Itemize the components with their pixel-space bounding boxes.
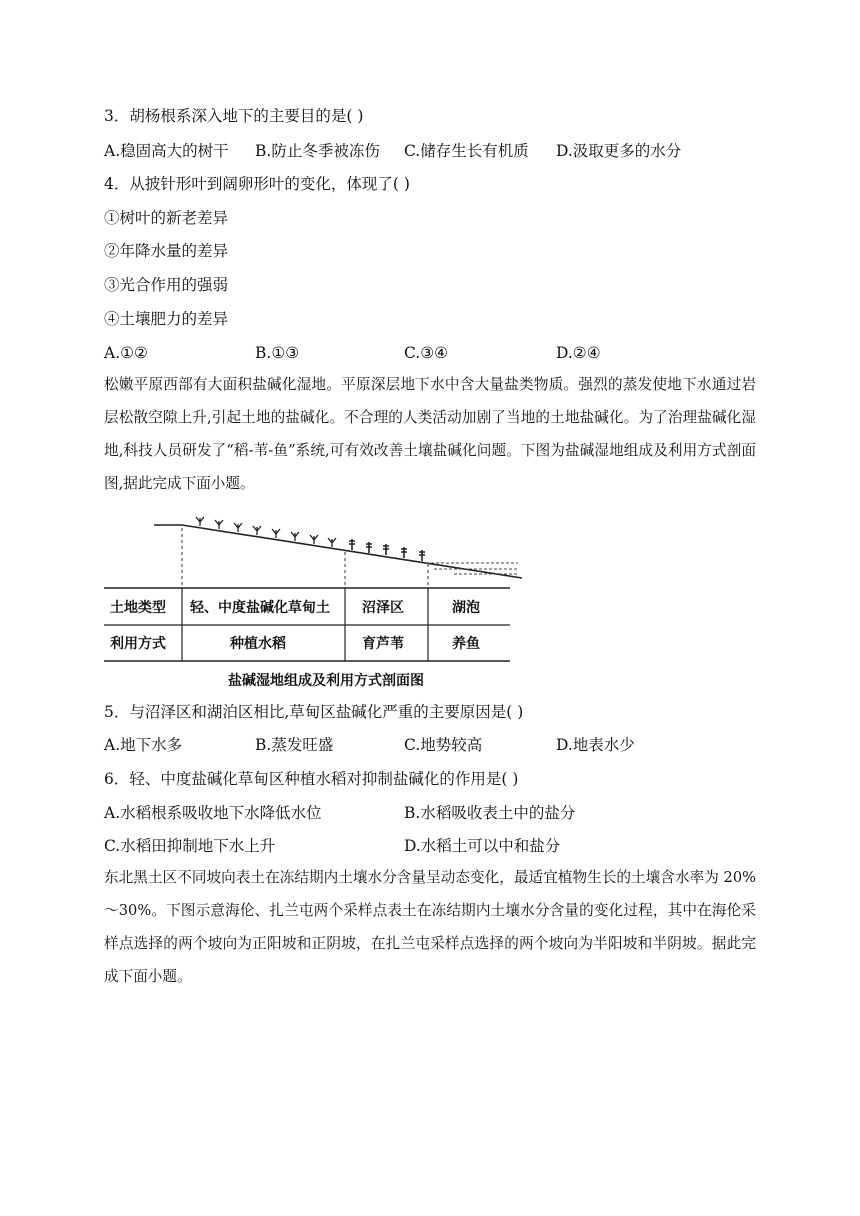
q3-option-a: A.稳固高大的树干	[104, 142, 229, 160]
q5-option-b: B.蒸发旺盛	[255, 736, 334, 754]
q3-option-b: B.防止冬季被冻伤	[255, 142, 380, 160]
land-type-marsh: 沼泽区	[362, 600, 404, 616]
q6-option-b: B.水稻吸收表土中的盐分	[404, 804, 576, 822]
q6-option-d: D.水稻土可以中和盐分	[404, 837, 561, 855]
q5-option-d: D.地表水少	[556, 736, 635, 754]
q3-option-c: C.储存生长有机质	[404, 142, 529, 160]
use-rice: 种植水稻	[230, 636, 286, 652]
q4-item-4: ④土壤肥力的差异	[104, 310, 229, 328]
land-type-meadow: 轻、中度盐碱化草甸土	[190, 600, 330, 616]
q4-item-2: ②年降水量的差异	[104, 242, 229, 260]
rice-plant-icons	[196, 517, 336, 547]
passage-black-soil: 东北黑土区不同坡向表土在冻结期内土壤水分含量呈动态变化，最适宜植物生长的土壤含水率为 20%～30%。下图示意海伦、扎兰屯两个采样点表土在冻结期内土壤水分含量的变化过程，其中在海伦采样点选择的两个坡向为正阳坡和正阴坡，在扎兰屯采样点选择的两个坡向为半阳坡和半阴坡。据此完成下面小题。	[104, 869, 756, 985]
use-reed: 育芦苇	[362, 636, 404, 652]
q5-stem: 5．与沼泽区和湖泊区相比,草甸区盐碱化严重的主要原因是( )	[104, 703, 524, 721]
land-type-lake: 湖泡	[452, 600, 480, 616]
wetland-profile-figure	[104, 512, 524, 690]
q3-option-d: D.汲取更多的水分	[556, 142, 682, 160]
q6-option-a: A.水稻根系吸收地下水降低水位	[104, 804, 322, 822]
use-fish: 养鱼	[452, 636, 480, 652]
q6-option-c: C.水稻田抑制地下水上升	[104, 837, 276, 855]
q4-item-3: ③光合作用的强弱	[104, 276, 229, 294]
q4-item-1: ①树叶的新老差异	[104, 209, 229, 227]
ground-surface-line	[154, 525, 522, 578]
q4-stem: 4．从披针形叶到阔卵形叶的变化，体现了( )	[104, 175, 410, 193]
q3-stem: 3．胡杨根系深入地下的主要目的是( )	[104, 107, 364, 125]
passage-saline-wetland: 松嫩平原西部有大面积盐碱化湿地。平原深层地下水中含大量盐类物质。强烈的蒸发使地下水通过岩层松散空隙上升,引起土地的盐碱化。不合理的人类活动加剧了当地的土地盐碱化。为了治理盐碱化湿地,科技人员研发了“稻-苇-鱼”系统,可有效改善土壤盐碱化问题。下图为盐碱湿地组成及利用方式剖面图,据此完成下面小题。	[104, 376, 756, 492]
q6-stem: 6．轻、中度盐碱化草甸区种植水稻对抑制盐碱化的作用是( )	[104, 770, 519, 788]
q4-option-b: B.①③	[255, 344, 300, 362]
figure-caption: 盐碱湿地组成及利用方式剖面图	[228, 673, 424, 689]
q5-option-c: C.地势较高	[404, 736, 483, 754]
row-label-land-type: 土地类型	[110, 600, 166, 616]
q4-option-d: D.②④	[556, 344, 601, 362]
q4-option-a: A.①②	[104, 344, 148, 362]
q4-option-c: C.③④	[404, 344, 449, 362]
q5-option-a: A.地下水多	[104, 736, 183, 754]
row-label-use: 利用方式	[110, 636, 166, 652]
